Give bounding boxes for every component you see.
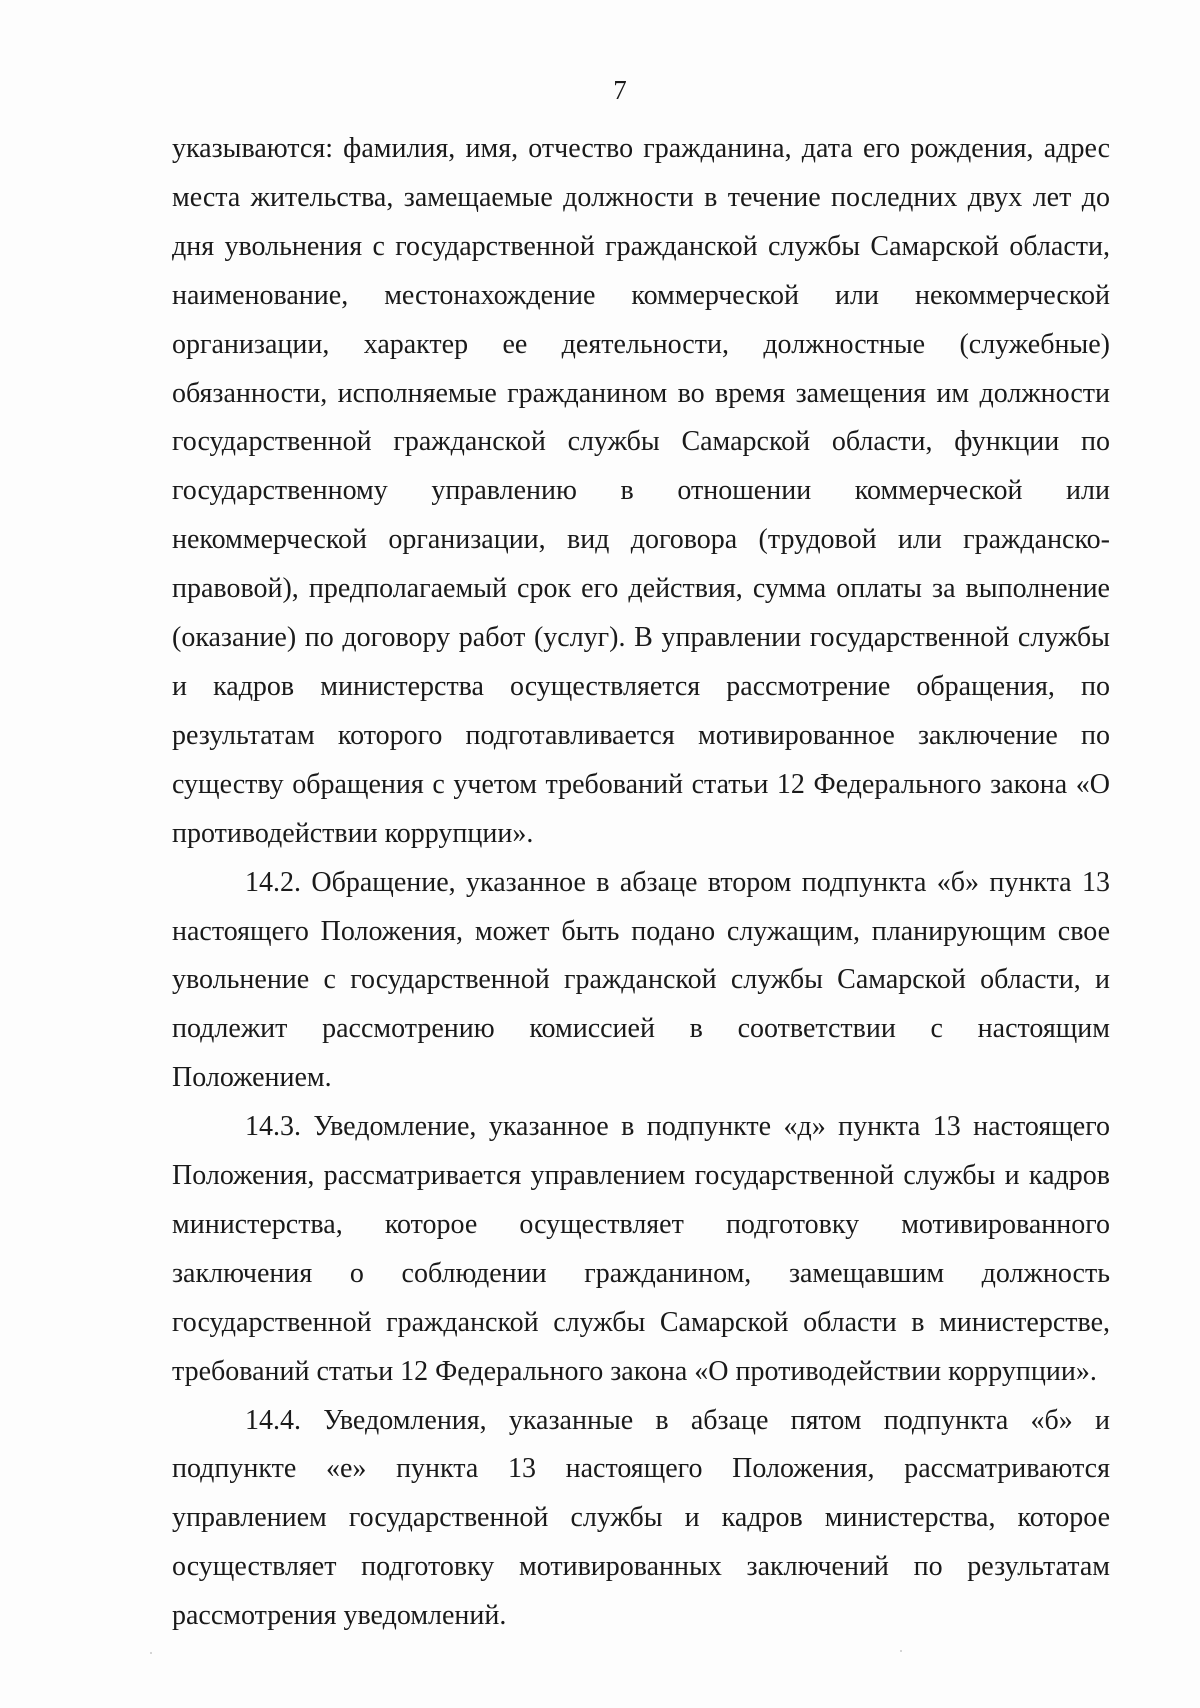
- scan-speck: [150, 1652, 152, 1654]
- paragraph-14-3: 14.3. Уведомление, указанное в подпункте «д» пункта 13 настоящего Положения, рассматривается управлением государственной службы и кадров министерства, которое осуществляет подготовку мотивированного заключения о соблюдении гражданином, замещавшим должность государственной гражданской службы Самарской области в министерстве, требований статьи 12 Федерального закона «О противодействии коррупции».: [172, 1111, 1110, 1387]
- paragraph-14-4: 14.4. Уведомления, указанные в абзаце пятом подпункта «б» и подпункте «е» пункта 13 настоящего Положения, рассматриваются управлением государственной службы и кадров министерства, которое осуществляет подготовку мотивированных заключений по результатам рассмотрения уведомлений.: [172, 1404, 1110, 1632]
- scan-speck: [900, 1650, 902, 1652]
- document-body: [172, 125, 1110, 1641]
- page-number: 7: [613, 75, 627, 105]
- paragraph-14-2: 14.2. Обращение, указанное в абзаце втором подпункта «б» пункта 13 настоящего Положения, может быть подано служащим, планирующим свое увольнение с государственной гражданской службы Самарской области, и подлежит рассмотрению комиссией в соответствии с настоящим Положением.: [172, 866, 1110, 1094]
- paragraph-continuation: указываются: фамилия, имя, отчество гражданина, дата его рождения, адрес места жительства, замещаемые должности в течение последних двух лет до дня увольнения с государственной гражданской службы Самарской области, наименование, местонахождение коммерческой или некоммерческой организации, характер ее деятельности, должностные (служебные) обязанности, исполняемые гражданином во время замещения им должности государственной гражданской службы Самарской области, функции по государственному управлению в отношении коммерческой или некоммерческой организации, вид договора (трудовой или гражданско-правовой), предполагаемый срок его действия, сумма оплаты за выполнение (оказание) по договору работ (услуг). В управлении государственной службы и кадров министерства осуществляется рассмотрение обращения, по результатам которого подготавливается мотивированное заключение по существу обращения с учетом требований статьи 12 Федерального закона «О противодействии коррупции».: [172, 133, 1110, 849]
